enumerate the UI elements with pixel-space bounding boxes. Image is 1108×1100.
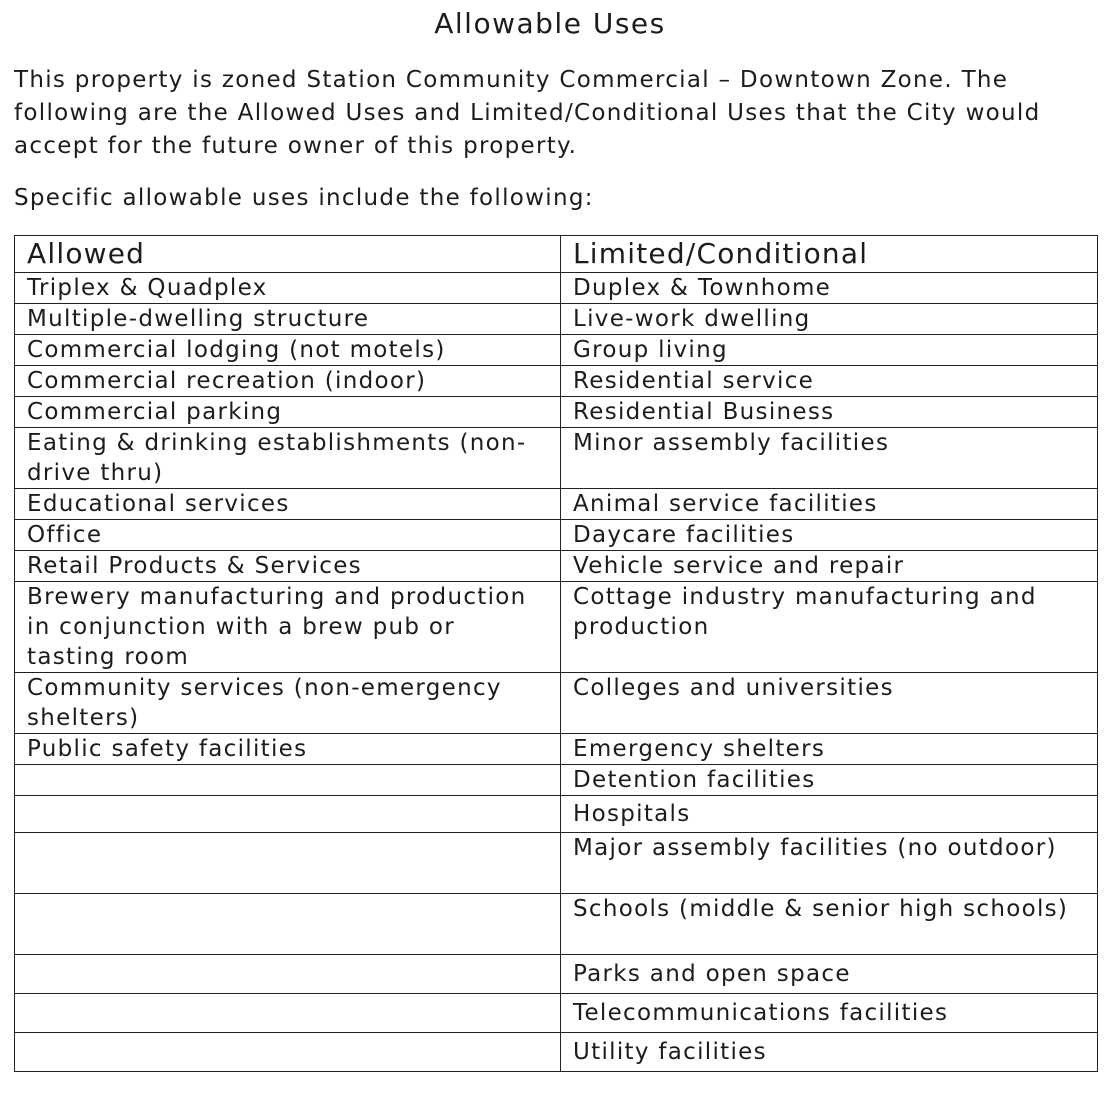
table-row — [15, 397, 1098, 428]
table-row — [15, 582, 1098, 673]
allowed-cell: Triplex & Quadplex — [15, 273, 561, 304]
allowed-cell: Multiple-dwelling structure — [15, 304, 561, 335]
table-header-row — [15, 236, 1098, 273]
allowable-uses-table — [14, 235, 1098, 1072]
table-row — [15, 994, 1098, 1033]
limited-cell: Telecommunications facilities — [561, 994, 1098, 1033]
limited-cell: Colleges and universities — [561, 673, 1098, 734]
limited-cell: Daycare facilities — [561, 520, 1098, 551]
limited-cell: Detention facilities — [561, 765, 1098, 796]
table-row — [15, 335, 1098, 366]
table-row — [15, 955, 1098, 994]
table-row — [15, 520, 1098, 551]
limited-cell: Residential Business — [561, 397, 1098, 428]
table-row — [15, 273, 1098, 304]
allowed-cell: Commercial parking — [15, 397, 561, 428]
limited-cell: Hospitals — [561, 796, 1098, 833]
table-row — [15, 894, 1098, 955]
allowed-cell — [15, 833, 561, 894]
allowed-cell: Commercial recreation (indoor) — [15, 366, 561, 397]
limited-cell: Major assembly facilities (no outdoor) — [561, 833, 1098, 894]
limited-cell: Residential service — [561, 366, 1098, 397]
allowed-cell — [15, 796, 561, 833]
allowed-cell — [15, 894, 561, 955]
table-row — [15, 796, 1098, 833]
allowed-cell: Retail Products & Services — [15, 551, 561, 582]
limited-cell: Emergency shelters — [561, 734, 1098, 765]
table-row — [15, 1033, 1098, 1072]
limited-cell: Animal service facilities — [561, 489, 1098, 520]
table-row — [15, 833, 1098, 894]
allowed-cell — [15, 765, 561, 796]
header-limited-conditional: Limited/Conditional — [561, 236, 1098, 273]
limited-cell: Vehicle service and repair — [561, 551, 1098, 582]
allowed-cell: Public safety facilities — [15, 734, 561, 765]
limited-cell: Utility facilities — [561, 1033, 1098, 1072]
allowed-cell — [15, 1033, 561, 1072]
table-row — [15, 765, 1098, 796]
allowed-cell: Commercial lodging (not motels) — [15, 335, 561, 366]
table-row — [15, 551, 1098, 582]
limited-cell: Schools (middle & senior high schools) — [561, 894, 1098, 955]
allowed-cell: Office — [15, 520, 561, 551]
limited-cell: Live-work dwelling — [561, 304, 1098, 335]
lead-sentence: Specific allowable uses include the following: — [14, 185, 594, 211]
limited-cell: Group living — [561, 335, 1098, 366]
table-row — [15, 428, 1098, 489]
intro-paragraph: This property is zoned Station Community Commercial – Downtown Zone. The following are the Allowed Uses and Limited/Conditional Uses that the City would accept for the future owner of this property. — [14, 67, 1041, 159]
allowed-cell: Educational services — [15, 489, 561, 520]
page-title: Allowable Uses — [434, 7, 666, 40]
table-row — [15, 734, 1098, 765]
table-row — [15, 673, 1098, 734]
header-allowed: Allowed — [15, 236, 561, 273]
table-row — [15, 304, 1098, 335]
allowed-cell — [15, 955, 561, 994]
allowed-cell: Community services (non-emergency shelters) — [15, 673, 561, 734]
limited-cell: Duplex & Townhome — [561, 273, 1098, 304]
allowed-cell: Brewery manufacturing and production in conjunction with a brew pub or tasting room — [15, 582, 561, 673]
allowed-cell: Eating & drinking establishments (non-drive thru) — [15, 428, 561, 489]
allowed-cell — [15, 994, 561, 1033]
limited-cell: Cottage industry manufacturing and production — [561, 582, 1098, 673]
table-row — [15, 489, 1098, 520]
table-row — [15, 366, 1098, 397]
limited-cell: Parks and open space — [561, 955, 1098, 994]
limited-cell: Minor assembly facilities — [561, 428, 1098, 489]
